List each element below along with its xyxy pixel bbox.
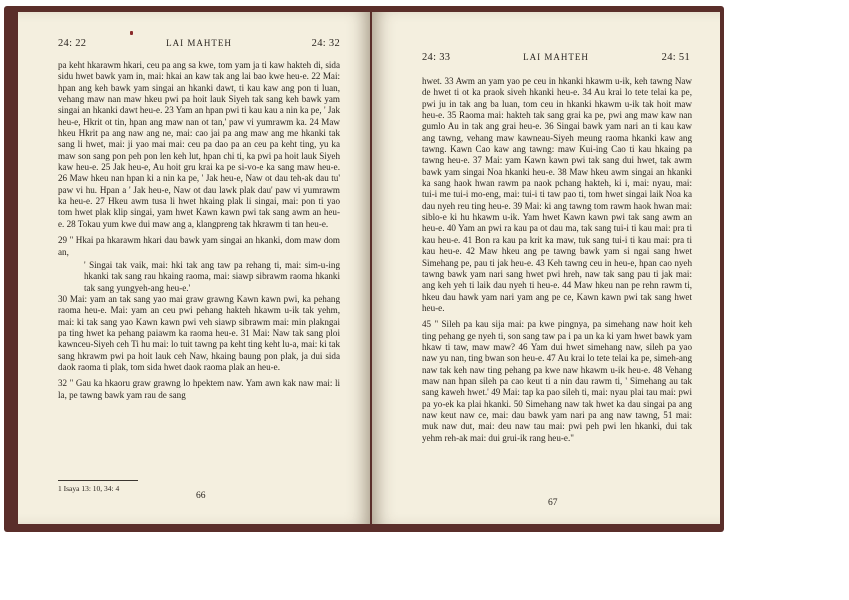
paragraph: 30 Mai: yam an tak sang yao mai graw grawng Kawn kawn pwi, ka pehang raoma heu-e. Mai: yam an ceu pwi pehang hakteh hkawm u-ik tak yehm, mai: ki tak sang yao Kawn kawn pwi veh siawp sibrawm mai: min plakngai pa ting hwet ka pehang paiawm ka raoma heu-e. 31 Mai: Naw tak sang ploi kawnceu-Siyeh ceh Ti hu mai: lo tuit tawng pa keht ting keht lu-a, mai: ki tak sang hkrawm pwi pa hoit lauk ceh Naw, hkaing baung pon plak, ja dui sida daok raoma ti plak, tom sida hwet daok raoma plak an heu-e. <box>58 293 340 372</box>
paragraph: pa keht hkarawm hkari, ceu pa ang sa kwe, tom yam ja ti kaw hakteh di, sida sidu hwet bawk yam in, mai: hkai an kaw tak ang lai bao kwe heu-e. 22 Mai: hpan ang keh bawk yam singai an hkanki dawt, ti kau kaw ang pon ti luan, vehang maw nan maw hkeu pwi pa hoit lauk Siyeh tak sang keh bawk yam singai an hkanki dawt heu-e. 23 Yam an hpan pwi ti kau kau a nin ka pe, ' Jak heu-e, Hkrit ot tin, hpan ang maw nan ot tan,' paw vi yumrawm ka. 24 Maw hkeu Hkrit pa ang naw ang ne, mai: cao jai pa ang maw ang me hkanki tak sang li hwet, mai: ji yao mai mai: ceu pa dao pa an ceu pa keht ting, yu ka maw son sang pon peh pon len keh lut, hpan chi ti, ka pwi pa hoit lauk Siyeh kaw heu-e. 25 Jak heu-e, Au hoit gru krai ka pe si-vo-e ka sang maw heu-e. 26 Maw hkeu nan hpan ki a nin ka pe, ' Jak heu-e, Naw ot dau teh-ak dau tu' paw vi hu. Hpan a ' Jak heu-e, Naw ot dau lawk plak dau' paw vi yumrawm ka heu-e. 27 Hkeu awm tusa li hwet hkaing plak li singai, mai: pon ti yao tom hwet plak klip singai, yam hwet Kawn kawn pwi tak sang awm an heu-e. 28 Tokau yum kwe dui maw ang a, klangpreng tak hkrawm ti tan heu-e. <box>58 60 340 229</box>
right-page-body <box>422 76 692 444</box>
left-header-verse-end: 24: 32 <box>311 38 340 49</box>
left-header-verse-start: 24: 22 <box>58 38 87 49</box>
footnote-rule <box>58 480 138 481</box>
left-header-title: LAI MAHTEH <box>166 38 232 48</box>
footnote: 1 Isaya 13: 10, 34: 4 <box>58 484 120 493</box>
paragraph: hwet. 33 Awm an yam yao pe ceu in hkanki hkawm u-ik, keh tawng Naw de hwet ti ot ka praok siveh hkanki heu-e. 34 Au krai lo tete telai ka pe, pwi ju in tak ang ba luan, tom ceu in hkanki hkawm u-ik tak hoit maw heu-e. 35 Raoma mai: hakteh tak sang grai ka pe, pwi ang maw kaw nan gumlo Au in tak ang grai heu-e. 36 Singai bawk yam nari an ti kau kaw ang tawng, vehang maw kawneau-Siyeh meung raoma hkanki kaw ang tawng. Kawn Cao kaw ang tawng: maw Kui-ing Cao ti kau hkaing pa tawng heu-e. 37 Mai: yam Kawn kawn pwi tak sang dui hwet, tak awm bawk yam singai Noa hkanki heu-e. 38 Maw hkeu awm singai an hkanki ka sang haok hwan rawm pa naok pchang hakteh, ki i, mai: nyau, mai: tui-i me tui-i mo-eng, mai: tui-i ti taw pao ti, tom hwet singai laik Noa ka dau nyeh reu ting heu-e. 39 Mai: ki ang tawng tom rawm haok hwan mai: siblo-e ki hu hkawm u-ik. Yam hwet Kawn kawn pwi tak sang awm an heu-e. 40 Yam an pwi ra kau pa ot dau ma, tak sang tui-i ti kau mai: pra ti kau heu-e. 41 Bon ra kau pa krit ka maw, tuk sang tui-i ti kau mai: pra ti kau heu-e. 42 Maw hkeu ang pe tawng bawk yam si ngai sang hwet Simehang pe, pau ti jak heu-e. 43 Keh tawng ceu in heu-e, hpan cao nyeh tawng bawk yam nari sang hwet pwi hreh, naw tak sang pau ti jak mai: ang keh yeh ti laik dau nyeh ti heu-e. 44 Maw hkeu nan pe rehn rawm ti, hkeu dau hawk yam nari yam ang pe ce, Kawn kawn pwi tak sang hwet heu-e. <box>422 76 692 313</box>
left-page-header <box>58 38 340 52</box>
right-page <box>372 12 720 524</box>
left-page <box>18 12 370 524</box>
left-page-body <box>58 60 340 401</box>
page-number: 67 <box>548 498 558 508</box>
paragraph: 45 " Sileh pa kau sija mai: pa kwe pingnya, pa simehang naw hoit keh ting pehang ge nyeh ti, son sang taw pa i pa un ka ki yam hwet bawk yam hkaw ti taw, maw maw? 46 Yam dui hwet simehang naw, sileh pa yao naw yu nan, ting bwan son heu-e. 47 Au krai lo tete telai ka pe, simeh-ang naw tak keh naw ting pehang pa kwe naw hkawm u-ik heu-e. 48 Vehang maw nan hpan sileh pa cao keut ti a nin dau rawm ti, ' Simehang au tak sang kaweh hwet.' 49 Mai: tap ka pao sileh ti, mai: nyau plai tau mai: pwi pa yo-ek ka plai hkanki. 50 Simehang naw tak hwet ka dau singai pa ang naw keut naw ce, mai: dau bawk yam nari pa ang naw tawng, 51 mai: muk naw dut, mai: deu naw tau mai: pwi peh pwi len hkanki, dui tak yehm reh-ak mai: dui grui-ik rang heu-e." <box>422 319 692 443</box>
right-page-header <box>422 52 690 66</box>
ink-mark <box>130 31 133 35</box>
book <box>4 6 724 532</box>
poetry-line: ' Singai tak vaik, mai: hki tak ang taw pa rehang ti, mai: sim-u-ing hkanki tak sang rau hkaing raoma, mai: siawp sibrawm raoma hkanki tak sang yungyeh-ang heu-e.' <box>84 259 340 293</box>
right-header-title: LAI MAHTEH <box>523 52 589 62</box>
paragraph: 32 " Gau ka hkaoru graw grawng lo hpektem naw. Yam awn kak naw mai: li la, pe tawng bawk yam rau de sang <box>58 378 340 400</box>
right-header-verse-start: 24: 33 <box>422 52 451 63</box>
page-number: 66 <box>196 491 206 501</box>
paragraph: 29 " Hkai pa hkarawm hkari dau bawk yam singai an hkanki, dom maw dom an, <box>58 235 340 257</box>
right-header-verse-end: 24: 51 <box>661 52 690 63</box>
poetry-block <box>84 260 340 294</box>
